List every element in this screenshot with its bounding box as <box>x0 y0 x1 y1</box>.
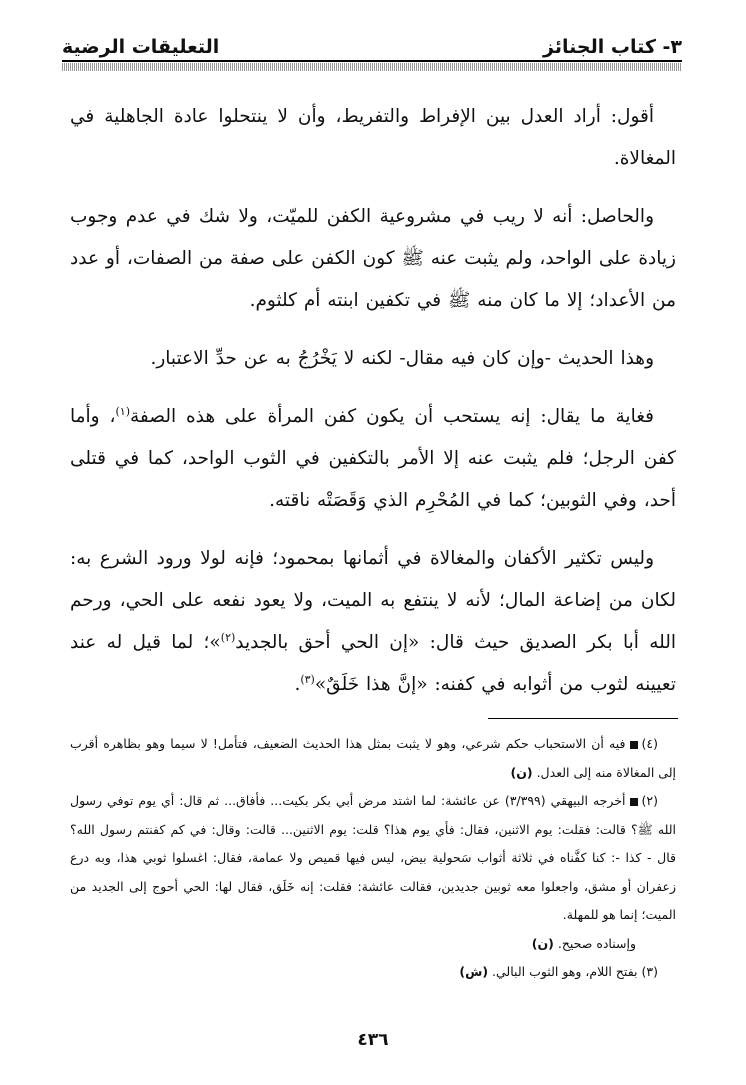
footnote: (٢)أخرجه البيهقي (٣/٣٩٩) عن عائشة: لما اشتد مرض أبي بكر بكيت... فأفاق... ثم قال: أي يوم توفي رسول الله ﷺ؟ قالت: فقلت: يوم الاثنين، فقال: فأي يوم هذا؟ قلت: يوم الاثنين... قالت: وقال: في كم كفنتم رسول الله؟ قال - كذا -: كنا كفَّناه في ثلاثة أثواب سَحولية بيض، ليس فيها قميص ولا عمامة، فقال: اغسلوا ثوبي هذا، وبه درع زعفران أو مشق، واجعلوا معه ثوبين جديدين، فقالت عائشة: فقلت: إنه خَلَق، فقال لها: الحي أحوج إلى الجديد من الميت؛ إنما هو للمهلة. <box>70 793 676 922</box>
header-rule <box>62 60 682 62</box>
footnote-mark: (ش) <box>459 964 489 979</box>
footnote-ref: (٢) <box>220 630 236 644</box>
paragraph: وهذا الحديث -وإن كان فيه مقال- لكنه لا يَخْرُجُ به عن حدِّ الاعتبار. <box>150 348 654 369</box>
footnote: (٣) بفتح اللام، وهو الثوب البالي. (ش) <box>459 964 658 979</box>
header-decorative-band <box>62 63 682 71</box>
square-marker-icon <box>630 798 638 806</box>
square-marker-icon <box>630 741 638 749</box>
footnote-tail: وإسناده صحيح. (ن) <box>531 935 636 951</box>
footnote-separator <box>488 718 678 719</box>
footnote-mark: (ن) <box>510 764 533 780</box>
paragraph: فغاية ما يقال: إنه يستحب أن يكون كفن المرأة على هذه الصفة$^{(١)}$، وأما كفن الرجل؛ فلم يثبت عنه إلا الأمر بالتكفين في الثوب الواحد، كما في قتلى أحد، وفي الثوبين؛ كما في المُحْرِم الذي وَقَصَتْه ناقته. <box>70 404 676 511</box>
footnote-mark: (ن) <box>531 935 554 951</box>
main-text <box>70 96 676 722</box>
paragraph: والحاصل: أنه لا ريب في مشروعية الكفن للميّت، ولا شك في عدم وجوب زيادة على الواحد، ولم يثبت عنه ﷺ كون الكفن على صفة من الصفات، أو عدد من الأعداد؛ إلا ما كان منه ﷺ في تكفين ابنته أم كلثوم. <box>70 206 676 311</box>
footnotes <box>70 730 676 987</box>
book-title: التعليقات الرضية <box>62 36 220 58</box>
chapter-title: ٣- كتاب الجنائز <box>543 36 682 58</box>
paragraph: وليس تكثير الأكفان والمغالاة في أثمانها بمحمود؛ فإنه لولا ورود الشرع به: لكان من إضاعة المال؛ لأنه لا ينتفع به الميت، ولا يعود نفعه على الحي، ورحم الله أبا بكر الصديق حيث قال: «إن الحي أحق بالجديد$^{(٢)}$»؛ لما قيل له عند تعيينه لثوب من أثوابه في كفنه: «إنَّ هذا خَلَقٌ»$^{(٣)}$. <box>70 548 677 695</box>
paragraph: أقول: أراد العدل بين الإفراط والتفريط، وأن لا ينتحلوا عادة الجاهلية في المغالاة. <box>70 106 676 169</box>
footnote: (٤)فيه أن الاستحباب حكم شرعي، وهو لا يثبت بمثل هذا الحديث الضعيف، فتأمل! لا سيما وهو بظاهره أقرب إلى المغالاة منه إلى العدل. (ن) <box>70 736 676 780</box>
page-number: ٤٣٦ <box>357 1030 389 1050</box>
footnote-ref: (٣) <box>300 672 315 686</box>
running-header <box>62 26 682 58</box>
footnote-ref: (١) <box>115 404 130 418</box>
